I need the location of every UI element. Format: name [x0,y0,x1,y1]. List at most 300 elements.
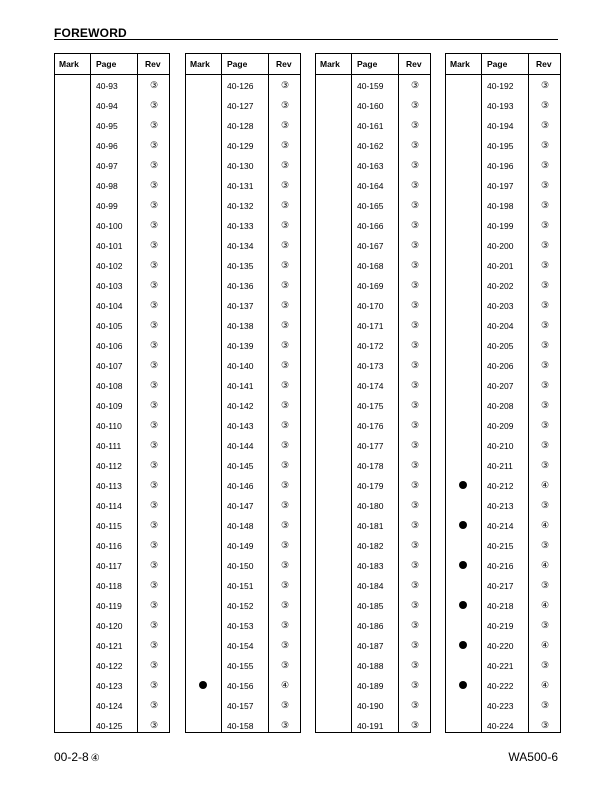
page-title: FOREWORD [54,26,127,40]
table-row [55,715,169,735]
page-number-cell: 40-143 [227,421,254,431]
table-row [446,315,560,335]
revision-cell: ③ [149,220,159,230]
page-number-cell: 40-147 [227,501,254,511]
table-row [55,655,169,675]
table-row [446,515,560,535]
page-number-cell: 40-155 [227,661,254,671]
page-number-cell: 40-172 [357,341,384,351]
page-number-cell: 40-133 [227,221,254,231]
page-number-cell: 40-201 [487,261,514,271]
revision-cell: ③ [540,200,550,210]
table-row [55,175,169,195]
revision-cell: ③ [280,160,290,170]
revision-cell: ③ [280,120,290,130]
revision-cell: ③ [149,520,159,530]
table-row [446,395,560,415]
revision-cell: ④ [540,680,550,690]
page-number-cell: 40-211 [487,461,513,471]
page-number-cell: 40-221 [487,661,514,671]
page-number-cell: 40-186 [357,621,384,631]
page-number-cell: 40-205 [487,341,514,351]
page-number-cell: 40-104 [96,301,123,311]
page-number-cell: 40-105 [96,321,123,331]
table-row [186,715,300,735]
revision-mark-bullet-icon [459,561,467,569]
header-mark: Mark [320,59,340,69]
page-number-cell: 40-174 [357,381,384,391]
table-row [446,635,560,655]
table-row [316,495,430,515]
revision-mark-bullet-icon [459,521,467,529]
table-row [316,255,430,275]
page-number-cell: 40-113 [96,481,122,491]
revision-cell: ④ [540,560,550,570]
page-number-cell: 40-114 [96,501,122,511]
table-row [316,575,430,595]
revision-cell: ③ [540,500,550,510]
table-row [316,155,430,175]
revision-cell: ③ [149,360,159,370]
revision-cell: ③ [410,360,420,370]
revision-cell: ③ [280,580,290,590]
page-number-cell: 40-124 [96,701,123,711]
table-row [316,695,430,715]
page-number-cell: 40-171 [357,321,384,331]
revision-cell: ④ [280,680,290,690]
page-number-cell: 40-134 [227,241,254,251]
revision-cell: ③ [410,700,420,710]
page-number-cell: 40-190 [357,701,384,711]
table-row [55,275,169,295]
page-number-cell: 40-209 [487,421,514,431]
revision-cell: ③ [540,140,550,150]
revision-cell: ③ [280,340,290,350]
revision-cell: ③ [149,560,159,570]
table-row [186,155,300,175]
table-row [446,215,560,235]
revision-cell: ③ [540,240,550,250]
table-row [55,95,169,115]
table-row [186,375,300,395]
page-number-cell: 40-153 [227,621,254,631]
page-number-cell: 40-159 [357,81,384,91]
revision-cell: ④ [540,600,550,610]
revision-cell: ③ [540,340,550,350]
header-page: Page [227,59,248,69]
table-row [186,615,300,635]
header-rev: Rev [536,59,552,69]
revision-cell: ③ [280,560,290,570]
table-row [186,415,300,435]
page-number-cell: 40-132 [227,201,254,211]
page-number-cell: 40-93 [96,81,118,91]
table-row [186,295,300,315]
revision-cell: ③ [540,460,550,470]
table-row [55,475,169,495]
table-row [186,195,300,215]
revision-cell: ③ [410,500,420,510]
revision-cell: ③ [410,140,420,150]
page-number-cell: 40-103 [96,281,123,291]
revision-cell: ③ [410,380,420,390]
revision-cell: ③ [149,440,159,450]
revision-cell: ③ [540,220,550,230]
table-row [186,555,300,575]
page-number-cell: 40-195 [487,141,514,151]
table-row [446,135,560,155]
revision-cell: ③ [410,300,420,310]
table-header [446,54,560,75]
page-number-cell: 40-162 [357,141,384,151]
page-number-cell: 40-161 [357,121,384,131]
revision-cell: ④ [540,640,550,650]
revision-cell: ③ [149,380,159,390]
revision-cell: ③ [149,100,159,110]
page-number-cell: 40-102 [96,261,123,271]
table-row [55,435,169,455]
table-header [316,54,430,75]
table-row [446,255,560,275]
page-number-cell: 40-96 [96,141,118,151]
revision-cell: ③ [149,640,159,650]
page-number-cell: 40-224 [487,721,514,731]
page-number-cell: 40-137 [227,301,254,311]
table-row [446,715,560,735]
table-row [186,655,300,675]
revision-cell: ④ [540,520,550,530]
revision-cell: ③ [149,540,159,550]
table-row [316,455,430,475]
revision-cell: ③ [410,180,420,190]
table-row [55,235,169,255]
table-row [186,515,300,535]
page-number-cell: 40-207 [487,381,514,391]
revision-cell: ③ [149,580,159,590]
page-number-cell: 40-192 [487,81,514,91]
table-row [446,155,560,175]
page-number-cell: 40-115 [96,521,122,531]
revision-cell: ③ [540,440,550,450]
header-rev: Rev [406,59,422,69]
page-number-cell: 40-109 [96,401,123,411]
table-row [186,495,300,515]
revision-table [315,53,431,733]
table-row [316,175,430,195]
revision-cell: ③ [410,240,420,250]
table-row [55,395,169,415]
page-number-cell: 40-141 [227,381,254,391]
table-row [316,475,430,495]
revision-cell: ③ [540,100,550,110]
page-number-cell: 40-180 [357,501,384,511]
revision-cell: ③ [540,160,550,170]
page-number-cell: 40-216 [487,561,514,571]
table-row [446,275,560,295]
revision-cell: ③ [410,80,420,90]
revision-cell: ③ [280,640,290,650]
revision-table [185,53,301,733]
table-row [316,335,430,355]
table-row [446,495,560,515]
table-row [55,155,169,175]
page-number-cell: 40-182 [357,541,384,551]
revision-cell: ③ [280,300,290,310]
revision-cell: ③ [149,260,159,270]
revision-cell: ③ [149,240,159,250]
table-header [55,54,169,75]
table-row [316,515,430,535]
table-row [316,235,430,255]
table-row [55,115,169,135]
header-rev: Rev [145,59,161,69]
revision-cell: ③ [410,520,420,530]
page-number-cell: 40-112 [96,461,122,471]
revision-cell: ③ [280,460,290,470]
page-number-cell: 40-136 [227,281,254,291]
header-page: Page [487,59,508,69]
table-row [446,455,560,475]
table-row [316,535,430,555]
table-row [316,675,430,695]
page-number-cell: 40-135 [227,261,254,271]
revision-cell: ③ [149,700,159,710]
revision-cell: ③ [280,400,290,410]
revision-cell: ③ [540,620,550,630]
revision-cell: ③ [280,280,290,290]
page-number-cell: 40-127 [227,101,254,111]
table-row [316,595,430,615]
table-row [316,395,430,415]
page-number-cell: 40-212 [487,481,514,491]
table-row [446,535,560,555]
page-number-cell: 40-97 [96,161,118,171]
table-row [186,575,300,595]
table-row [446,475,560,495]
page-number-cell: 40-184 [357,581,384,591]
table-row [316,195,430,215]
revision-cell: ③ [280,220,290,230]
revision-cell: ③ [280,360,290,370]
page-number-cell: 40-94 [96,101,118,111]
table-row [55,675,169,695]
page-number-cell: 40-107 [96,361,123,371]
revision-mark-bullet-icon [459,681,467,689]
table-row [316,415,430,435]
revision-cell: ③ [280,480,290,490]
header-page: Page [357,59,378,69]
table-row [316,635,430,655]
page-number-cell: 40-210 [487,441,514,451]
table-row [316,355,430,375]
revision-mark-bullet-icon [459,481,467,489]
revision-cell: ③ [410,100,420,110]
table-row [446,115,560,135]
page-number-cell: 40-118 [96,581,122,591]
page-number-cell: 40-173 [357,361,384,371]
page-number-cell: 40-150 [227,561,254,571]
page-number-cell: 40-128 [227,121,254,131]
page-number-cell: 40-129 [227,141,254,151]
page-number-cell: 40-191 [357,721,384,731]
revision-mark-bullet-icon [459,601,467,609]
page-number-cell: 40-152 [227,601,254,611]
revision-cell: ③ [149,200,159,210]
page-number-cell: 40-198 [487,201,514,211]
table-row [316,375,430,395]
page-number-cell: 40-188 [357,661,384,671]
revision-cell: ③ [280,500,290,510]
revision-cell: ③ [149,160,159,170]
revision-cell: ③ [410,160,420,170]
revision-cell: ③ [149,620,159,630]
table-row [55,75,169,95]
page-number-cell: 40-156 [227,681,254,691]
revision-cell: ③ [410,560,420,570]
table-row [446,595,560,615]
table-row [55,555,169,575]
table-row [316,655,430,675]
page-number-cell: 40-99 [96,201,118,211]
page-number-cell: 40-218 [487,601,514,611]
page-number-cell: 40-145 [227,461,254,471]
revision-cell: ③ [410,420,420,430]
page-number-cell: 40-213 [487,501,514,511]
table-row [55,375,169,395]
page-number-cell: 40-106 [96,341,123,351]
revision-cell: ③ [540,540,550,550]
page-number-cell: 40-157 [227,701,254,711]
table-row [55,575,169,595]
revision-cell: ③ [540,380,550,390]
table-row [186,455,300,475]
table-row [446,295,560,315]
page-number-cell: 40-183 [357,561,384,571]
page-number-cell: 40-179 [357,481,384,491]
page-number-cell: 40-131 [227,181,254,191]
page-number-cell: 40-138 [227,321,254,331]
table-row [186,635,300,655]
table-row [316,435,430,455]
footer-page-number-text: 00-2-8 [54,750,89,764]
revision-cell: ③ [149,300,159,310]
revision-cell: ③ [149,80,159,90]
table-row [186,215,300,235]
page-number-cell: 40-108 [96,381,123,391]
table-row [316,215,430,235]
footer-model: WA500-6 [508,750,558,764]
revision-cell: ③ [540,420,550,430]
table-row [186,355,300,375]
table-row [186,675,300,695]
page-number-cell: 40-223 [487,701,514,711]
revision-cell: ③ [540,660,550,670]
table-row [55,355,169,375]
page-number-cell: 40-217 [487,581,514,591]
table-row [446,95,560,115]
revision-cell: ③ [540,720,550,730]
table-row [186,95,300,115]
revision-cell: ③ [149,120,159,130]
page-number-cell: 40-219 [487,621,514,631]
revision-cell: ③ [410,340,420,350]
revision-cell: ③ [280,700,290,710]
page-number-cell: 40-126 [227,81,254,91]
table-row [186,695,300,715]
table-row [186,475,300,495]
header-mark: Mark [190,59,210,69]
page-number-cell: 40-196 [487,161,514,171]
table-row [316,715,430,735]
page-number-cell: 40-200 [487,241,514,251]
table-row [446,575,560,595]
table-row [316,315,430,335]
revision-cell: ③ [149,280,159,290]
revision-cell: ③ [280,100,290,110]
revision-cell: ③ [540,700,550,710]
page-number-cell: 40-165 [357,201,384,211]
page-number-cell: 40-120 [96,621,123,631]
revision-cell: ③ [280,260,290,270]
page-number-cell: 40-197 [487,181,514,191]
revision-cell: ③ [410,220,420,230]
table-row [55,615,169,635]
revision-cell: ③ [410,120,420,130]
revision-cell: ③ [149,400,159,410]
table-row [55,315,169,335]
revision-cell: ③ [410,600,420,610]
revision-cell: ③ [410,320,420,330]
page-number-cell: 40-146 [227,481,254,491]
header-divider [54,39,558,40]
revision-cell: ③ [149,480,159,490]
table-header [186,54,300,75]
table-row [446,555,560,575]
table-row [446,335,560,355]
revision-cell: ③ [410,620,420,630]
revision-table [54,53,170,733]
revision-cell: ③ [149,660,159,670]
revision-cell: ③ [280,420,290,430]
revision-cell: ③ [410,460,420,470]
revision-cell: ③ [540,260,550,270]
page-number-cell: 40-154 [227,641,254,651]
page-number-cell: 40-140 [227,361,254,371]
page-number-cell: 40-139 [227,341,254,351]
revision-cell: ③ [410,660,420,670]
revision-cell: ③ [149,680,159,690]
table-row [186,235,300,255]
table-row [186,255,300,275]
revision-cell: ③ [280,720,290,730]
revision-cell: ③ [149,340,159,350]
page-number-cell: 40-177 [357,441,384,451]
table-row [55,595,169,615]
table-row [55,455,169,475]
page-number-cell: 40-121 [96,641,123,651]
revision-cell: ③ [410,440,420,450]
revision-cell: ③ [280,600,290,610]
table-row [446,355,560,375]
revision-cell: ③ [280,140,290,150]
page-number-cell: 40-119 [96,601,122,611]
table-row [55,535,169,555]
revision-table [445,53,561,733]
revision-cell: ③ [540,180,550,190]
table-row [186,135,300,155]
table-row [186,535,300,555]
revision-cell: ③ [540,580,550,590]
